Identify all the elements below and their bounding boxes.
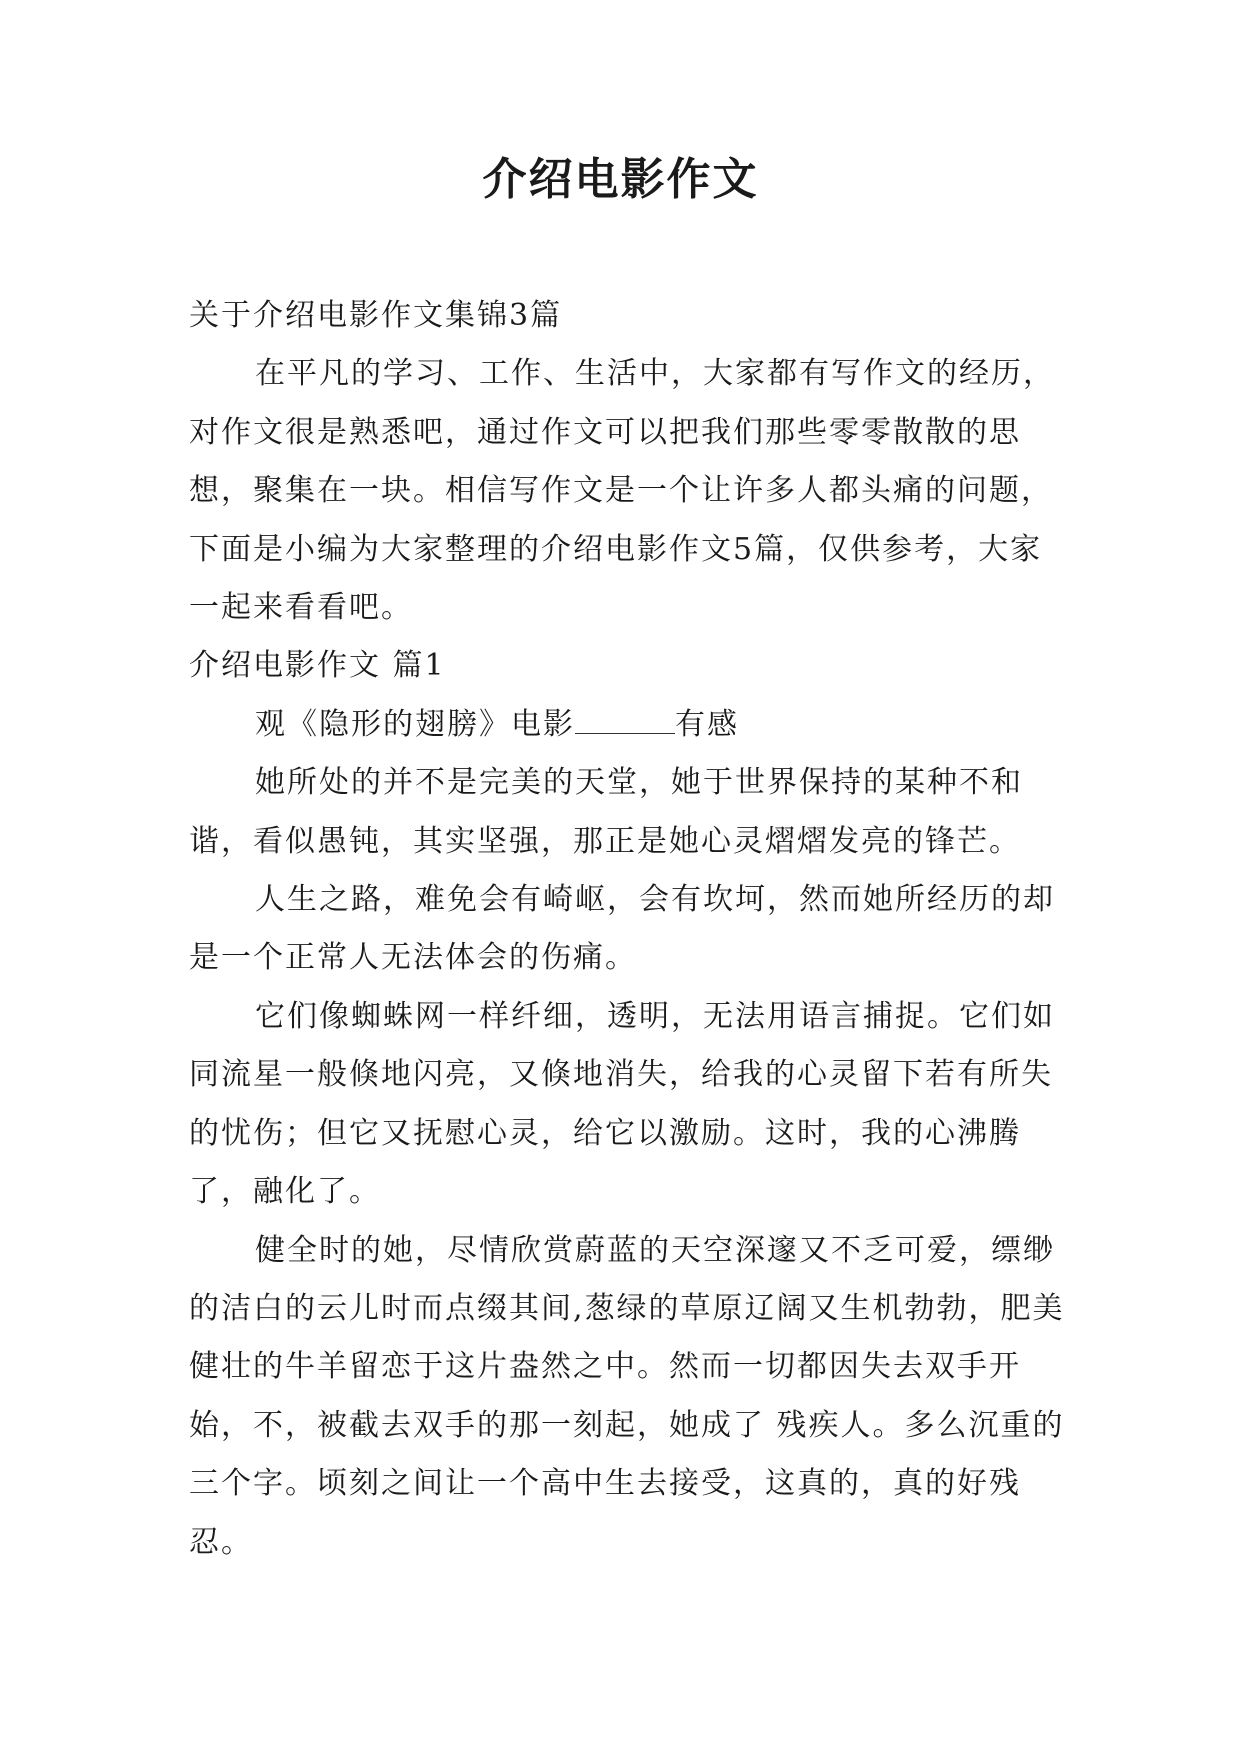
essay-title (189, 696, 1069, 754)
document-subtitle: 关于介绍电影作文集锦3篇 (189, 298, 563, 333)
fill-in-blank (575, 707, 675, 734)
document-title: 介绍电影作文 (482, 154, 759, 205)
body-paragraph: 健全时的她，尽情欣赏蔚蓝的天空深邃又不乏可爱，缥缈的洁白的云儿时而点缀其间,葱绿的草原辽阔又生机勃勃，肥美健壮的牛羊留恋于这片盎然之中。然而一切都因失去双手开始，不，被截去双手的那一刻起，她成了 残疾人。多么沉重的三个字。顷刻之间让一个高中生去接受，这真的，真的好残忍。 (189, 1232, 1065, 1560)
body-paragraph: 人生之路，难免会有崎岖，会有坎坷，然而她所经历的却是一个正常人无法体会的伤痛。 (189, 882, 1055, 976)
body-paragraph: 它们像蜘蛛网一样纤细，透明，无法用语言捕捉。它们如同流星一般倏地闪亮，又倏地消失，给我的心灵留下若有所失的忧伤；但它又抚慰心灵，给它以激励。这时，我的心沸腾了，融化了。 (189, 998, 1055, 1210)
document-body (189, 287, 1069, 1572)
essay-title-before: 观《隐形的翅膀》电影 (255, 706, 575, 742)
essay-title-after: 有感 (675, 706, 739, 742)
intro-paragraph: 在平凡的学习、工作、生活中，大家都有写作文的经历，对作文很是熟悉吧，通过作文可以把我们那些零零散散的思想，聚集在一块。相信写作文是一个让许多人都头痛的问题，下面是小编为大家整理的介绍电影作文5篇，仅供参考，大家一起来看看吧。 (189, 356, 1055, 626)
body-paragraph: 她所处的并不是完美的天堂，她于世界保持的某种不和谐，看似愚钝，其实坚强，那正是她心灵熠熠发亮的锋芒。 (189, 765, 1023, 859)
section-heading: 介绍电影作文 篇1 (189, 648, 446, 684)
